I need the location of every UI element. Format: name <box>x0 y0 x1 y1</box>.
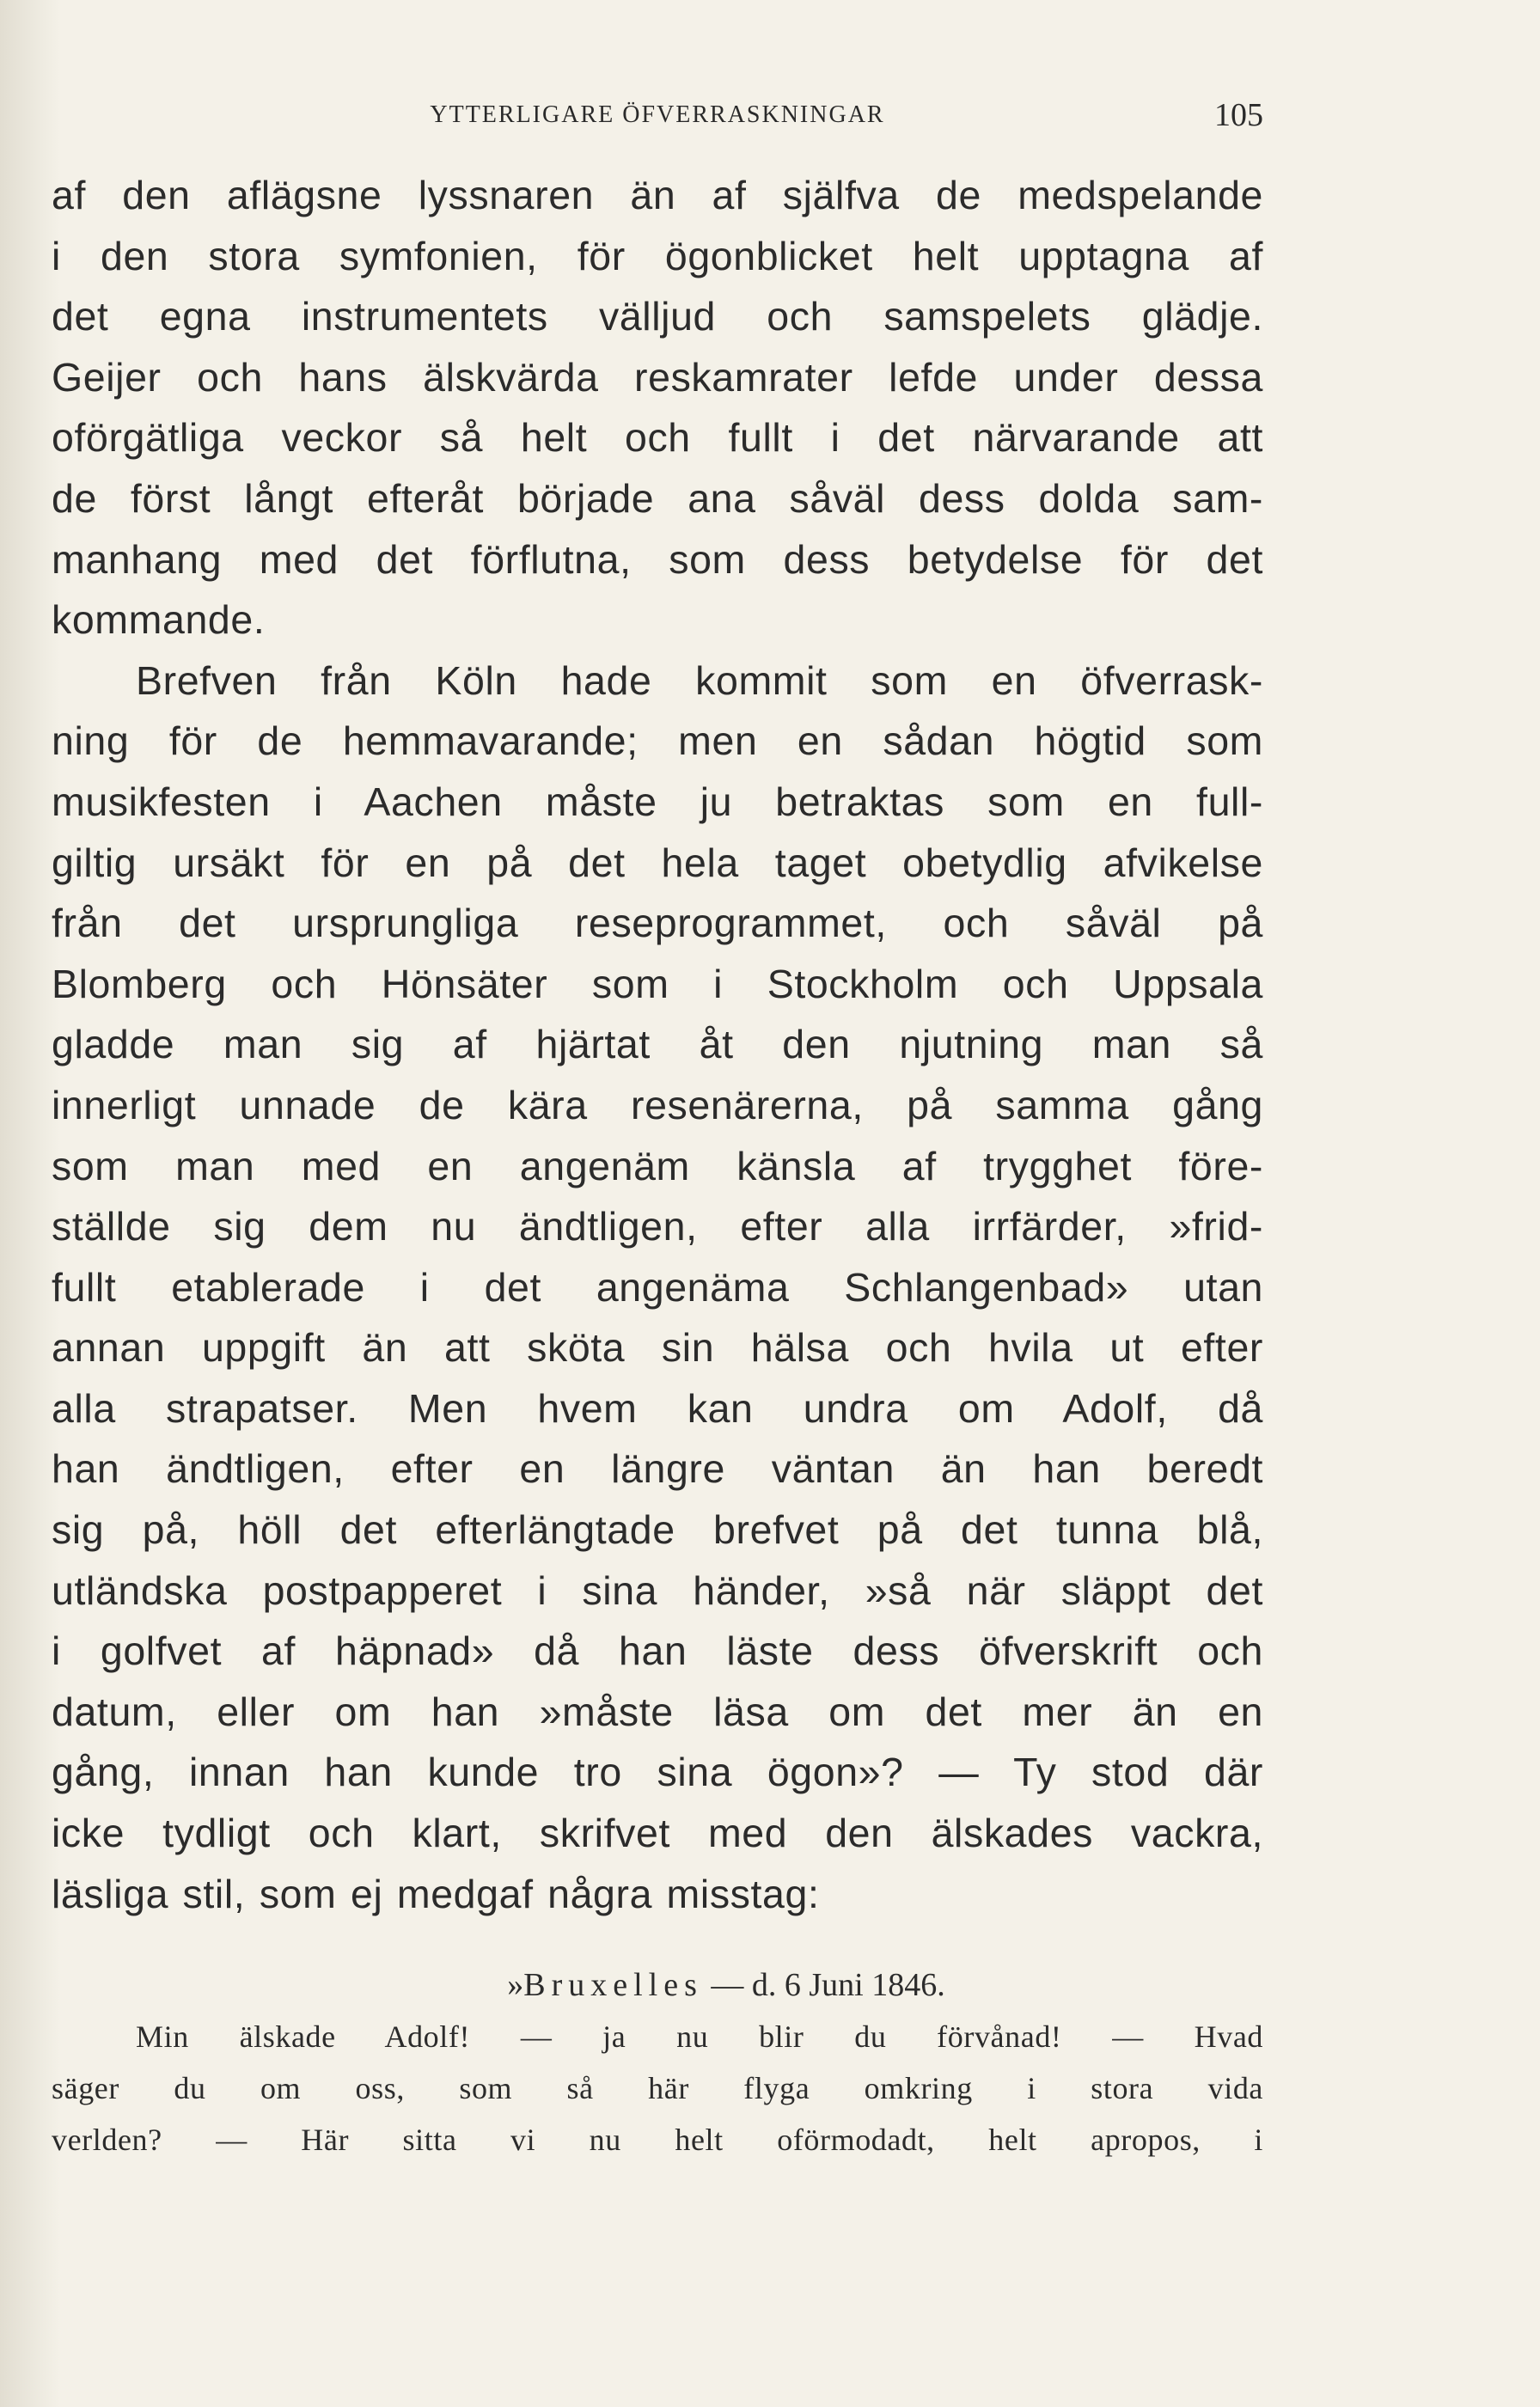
text-line: i den stora symfonien, för ögonblicket helt upptagna af <box>52 233 1263 278</box>
text-line: innerligt unnade de kära resenärerna, på samma gång <box>52 1082 1263 1127</box>
text-line: Brefven från Köln hade kommit som en öfverrask- <box>136 657 1263 703</box>
text-line: fullt etablerade i det angenäma Schlangenbad» utan <box>52 1264 1263 1310</box>
text-line: i golfvet af häpnad» då han läste dess öfverskrift och <box>52 1628 1263 1674</box>
text-line: oförgätliga veckor så helt och fullt i det närvarande att <box>52 415 1263 461</box>
text-line: ning för de hemmavarande; men en sådan högtid som <box>52 718 1263 764</box>
letter-line: verlden? — Här sitta vi nu helt oförmodadt, helt apropos, i <box>52 2123 1263 2157</box>
text-line: som man med en angenäm känsla af trygghet före- <box>52 1143 1263 1188</box>
text-line: af den aflägsne lyssnaren än af själfva de medspelande <box>52 173 1263 217</box>
text-line: alla strapatser. Men hvem kan undra om Adolf, då <box>52 1385 1263 1431</box>
text-line: ställde sig dem nu ändtligen, efter alla irrfärder, »frid- <box>52 1204 1263 1249</box>
text-line: icke tydligt och klart, skrifvet med den älskades vackra, <box>52 1811 1263 1856</box>
text-line: datum, eller om han »måste läsa om det mer än en <box>52 1689 1263 1734</box>
letter-line: Min älskade Adolf! — ja nu blir du förvånad! — Hvad <box>136 2019 1263 2054</box>
letter-line: säger du om oss, som så här flyga omkring i stora vida <box>52 2071 1263 2105</box>
text-line: utländska postpapperet i sina händer, »så när släppt det <box>52 1567 1263 1613</box>
running-title: YTTERLIGARE ÖFVERRASKNINGAR <box>430 101 885 128</box>
text-line: han ändtligen, efter en längre väntan än han beredt <box>52 1446 1263 1492</box>
quoted-letter <box>52 1959 1263 2166</box>
text-line: manhang med det förflutna, som dess betydelse för det <box>52 536 1263 582</box>
letter-date: — d. 6 Juni 1846. <box>711 1967 945 2003</box>
running-head <box>52 96 1263 134</box>
text-line: Geijer och hans älskvärda reskamrater lefde under dessa <box>52 354 1263 400</box>
page-number: 105 <box>1214 97 1263 133</box>
text-line: från det ursprungliga reseprogrammet, och såväl på <box>52 901 1263 946</box>
text-line: läsliga stil, som ej medgaf några misstag: <box>52 1871 820 1916</box>
letter-heading-quote: » <box>507 1967 524 2003</box>
text-line: sig på, höll det efterlängtade brefvet på det tunna blå, <box>52 1507 1263 1553</box>
body-text <box>52 165 1263 1924</box>
letter-heading <box>52 1959 1263 2011</box>
text-line: gladde man sig af hjärtat åt den njutning man så <box>52 1022 1263 1067</box>
text-line: musikfesten i Aachen måste ju betraktas som en full- <box>52 779 1263 824</box>
text-line: giltig ursäkt för en på det hela taget obetydlig afvikelse <box>52 840 1263 885</box>
text-line: annan uppgift än att sköta sin hälsa och hvila ut efter <box>52 1325 1263 1371</box>
text-line: Blomberg och Hönsäter som i Stockholm och Uppsala <box>52 961 1263 1006</box>
text-line: det egna instrumentets välljud och samspelets glädje. <box>52 294 1263 339</box>
text-line: kommande. <box>52 597 266 643</box>
text-line: gång, innan han kunde tro sina ögon»? — Ty stod där <box>52 1750 1263 1795</box>
text-line: de först långt efteråt började ana såväl dess dolda sam- <box>52 475 1263 521</box>
letter-place: Bruxelles <box>523 1967 703 2003</box>
